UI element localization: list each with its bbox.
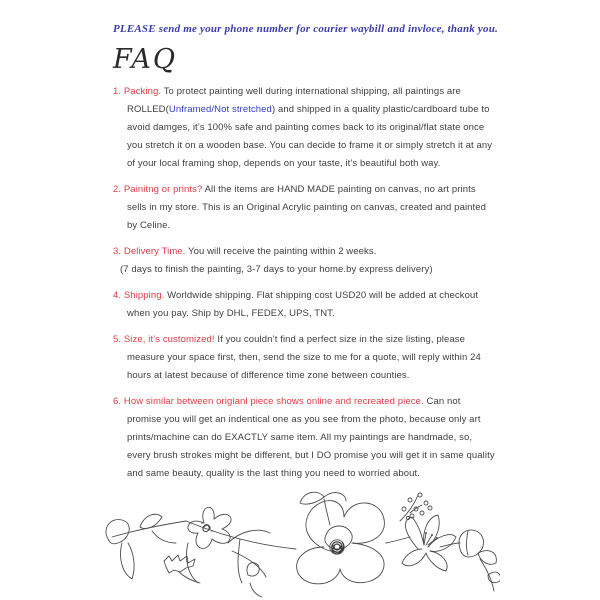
faq-item-heading: Shipping. [123, 290, 165, 301]
highlight-unframed-text: Unframed/Not stretched [168, 104, 272, 115]
page-title: FAQ [113, 44, 178, 75]
faq-item-body: ) and shipped in a quality plastic/cardboard tube to avoid damges, it’s 100% safe and painting comes back to its original/flat state once you stretch it on a wooden base. You can decide to frame it or simply stretch it at any of your local framing shop, depends on your taste, it’s beautiful both way. [127, 104, 493, 169]
content-column [113, 22, 497, 491]
faq-item-packing [113, 83, 497, 173]
notice-text: PLEASE send me your phone number for courier waybill and invloce, thank you. [113, 23, 498, 35]
faq-item-heading: How similar between origianl piece shows online and recreated piece. [123, 396, 424, 407]
faq-item-body: All the items are HAND MADE painting on canvas, no art prints sells in my store. This is an Original Acrylic painting on canvas, created and painted by Celine. [127, 184, 487, 231]
faq-item-similarity [113, 393, 497, 483]
faq-item-number: 5. [113, 334, 122, 345]
faq-item-body: If you couldn’t find a perfect size in the size listing, please measure your space first, then, send the size to me for a quote, will reply within 24 hours at latest because of difference time zone between counties. [127, 334, 481, 381]
faq-item-shipping [113, 287, 497, 323]
faq-item-size-customized [113, 331, 497, 385]
faq-item-number: 2. [113, 184, 122, 195]
faq-item-heading: Delivery Time. [123, 246, 186, 257]
faq-item-body: Can not promise you will get an indentical one as you see from the photo, because only art prints/machine can do EXACTLY same item. All my paintings are handmade, so, every brush strokes might be different, but I DO promise you will get it in same quality and same beauty, quality is the last thing you need to worried about. [127, 396, 495, 479]
floral-sketch-illustration [100, 487, 500, 599]
faq-item-body: Worldwide shipping. Flat shipping cost USD20 will be added at checkout when you pay. Ship by DHL, FEDEX, UPS, TNT. [127, 290, 479, 319]
faq-item-painting-or-prints [113, 181, 497, 235]
faq-item-number: 1. [113, 86, 122, 97]
faq-item-heading: Size, it’s customized! [123, 334, 215, 345]
faq-item-note: (7 days to finish the painting, 3-7 days to your home.by express delivery) [120, 264, 433, 275]
faq-item-body: You will receive the painting within 2 weeks. [188, 246, 377, 257]
faq-item-delivery-time [113, 243, 497, 279]
faq-item-number: 6. [113, 396, 122, 407]
faq-item-heading: Painitng or prints? [123, 184, 203, 195]
faq-list [113, 83, 497, 483]
faq-item-heading: Packing. [123, 86, 162, 97]
faq-item-body: To protect painting well during international shipping, all paintings are ROLLED( [127, 86, 461, 115]
faq-item-number: 4. [113, 290, 122, 301]
faq-item-number: 3. [113, 246, 122, 257]
